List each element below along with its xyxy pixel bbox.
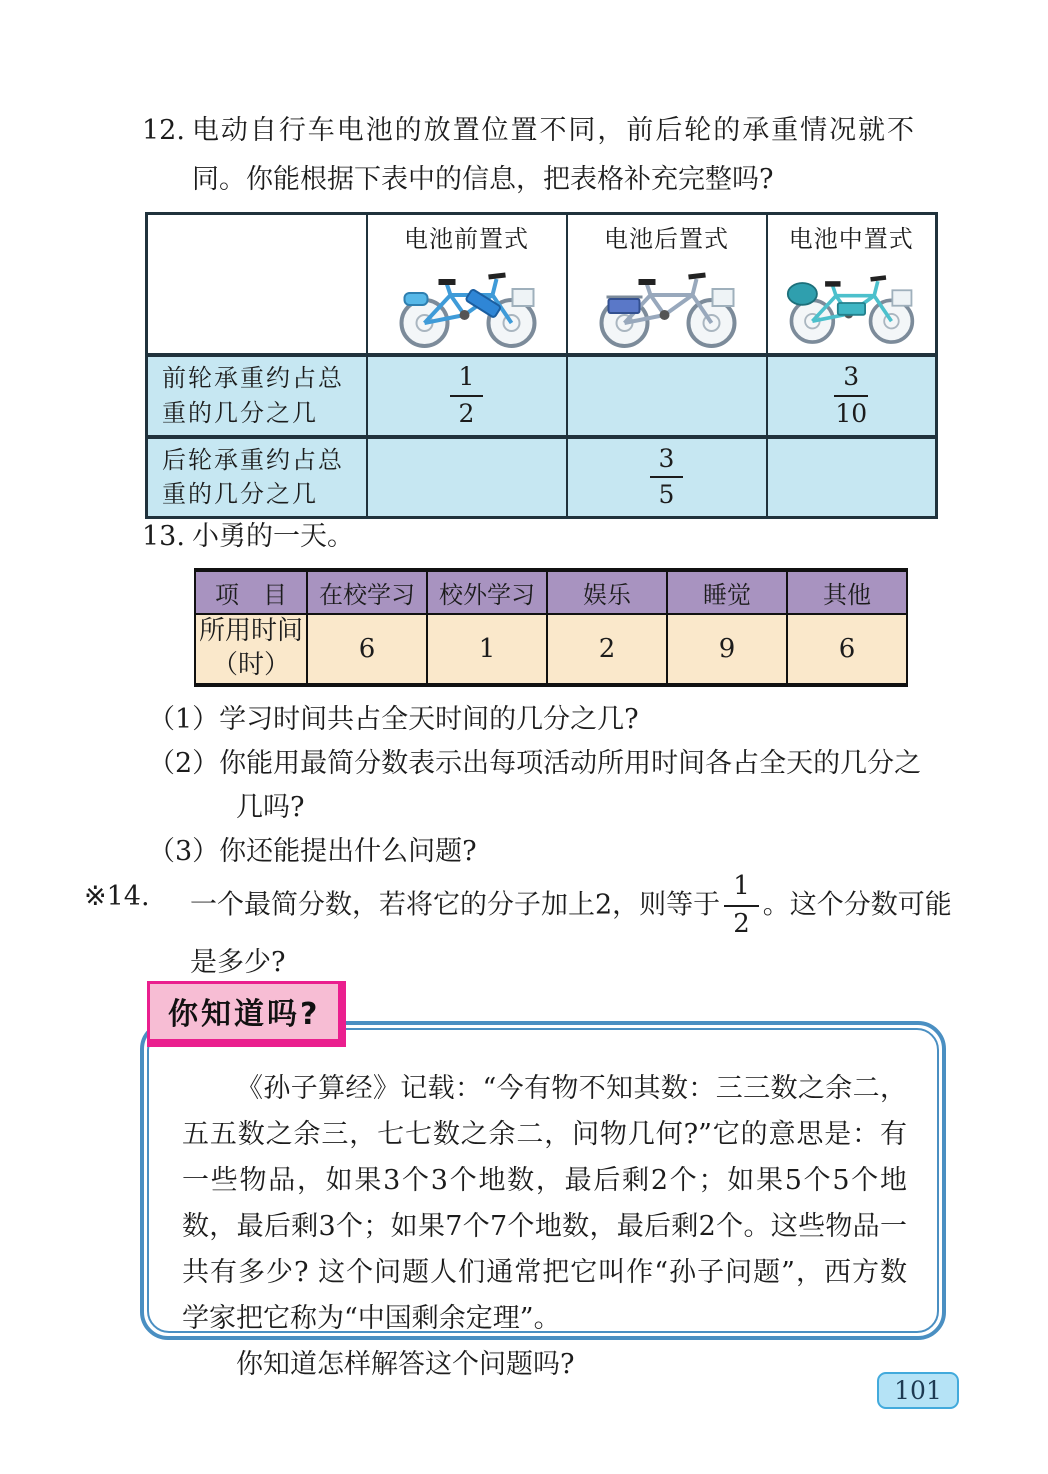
header-outside-study: 校外学习 (427, 570, 547, 614)
rear-wheel-row-label: 后轮承重约占总重的几分之几 (147, 437, 367, 518)
table1-col-front-battery (367, 214, 567, 356)
hours-other: 6 (787, 614, 907, 685)
rear-weight-front-battery-cell (367, 437, 567, 518)
header-entertainment: 娱乐 (547, 570, 667, 614)
hours-sleep: 9 (667, 614, 787, 685)
table1-col-rear-label: 电池后置式 (604, 225, 729, 253)
table1-col-middle-battery (767, 214, 937, 356)
rear-weight-middle-battery-cell (767, 437, 937, 518)
hours-entertainment: 2 (547, 614, 667, 685)
fraction-three-fifths: $\frac{3}{5}$ (650, 445, 684, 511)
battery-position-table (145, 212, 938, 519)
question-13 (142, 512, 742, 561)
daily-table-hours-row (195, 614, 907, 685)
page-number-badge: 101 (877, 1372, 959, 1409)
hours-outside-study: 1 (427, 614, 547, 685)
know-box-paragraph-2: 你知道怎样解答这个问题吗? (236, 1349, 575, 1380)
table1-col-middle-label: 电池中置式 (788, 225, 914, 253)
header-other: 其他 (787, 570, 907, 614)
hours-school-study: 6 (307, 614, 427, 685)
table1-col-front-label: 电池前置式 (404, 225, 529, 253)
table1-col-rear-battery (567, 214, 767, 356)
rear-weight-rear-battery-cell (567, 437, 767, 518)
bike-rear-battery-image (583, 255, 751, 351)
question-12-number: 12. (142, 115, 185, 146)
bike-middle-battery-image (776, 255, 926, 351)
question-13-subquestions (148, 698, 930, 874)
question-14-text: 一个最简分数，若将它的分子加上2，则等于 $\frac{1}{2}$ 。这个分数可能是多少? (190, 871, 952, 978)
question-14-number: ※14. (84, 881, 150, 912)
subquestion-3: （3）你还能提出什么问题? (148, 836, 477, 867)
fraction-one-half-inline: $\frac{1}{2}$ (724, 872, 759, 940)
header-item: 项 目 (195, 570, 307, 614)
table1-corner-cell (147, 214, 367, 356)
know-box-paragraph-1: 《孙子算经》记载：“今有物不知其数：三三数之余二，五五数之余三，七七数之余二，问物几何?”它的意思是：有一些物品，如果3个3个地数，最后剩2个；如果5个5个地数，最后剩3个；如果7个7个地数，最后剩2个。这些物品一共有多少? 这个问题人们通常把它叫作“孙子问题”，西方数学家把它称为“中国剩余定理”。 (182, 1073, 907, 1334)
subquestion-1: （1）学习时间共占全天时间的几分之几? (148, 704, 639, 735)
know-box-inner-border (147, 1028, 939, 1380)
daily-table-header-row (195, 570, 907, 614)
bike-front-battery-image (383, 255, 551, 351)
know-box-title: 你知道吗? (147, 981, 346, 1047)
question-12-text: 电动自行车电池的放置位置不同，前后轮的承重情况就不同。你能根据下表中的信息，把表格补充完整吗? (191, 115, 914, 195)
table1-header-row (147, 214, 937, 356)
daily-schedule-table (194, 568, 908, 687)
front-weight-front-battery-cell (367, 355, 567, 437)
question-14 (84, 872, 956, 986)
header-sleep: 睡觉 (667, 570, 787, 614)
front-wheel-weight-row (147, 355, 937, 437)
front-weight-rear-battery-cell (567, 355, 767, 437)
header-school-study: 在校学习 (307, 570, 427, 614)
know-box (140, 1021, 946, 1380)
subquestion-2: （2）你能用最简分数表示出每项活动所用时间各占全天的几分之几吗? (148, 748, 922, 823)
front-weight-middle-battery-cell (767, 355, 937, 437)
rear-wheel-weight-row (147, 437, 937, 518)
front-wheel-row-label: 前轮承重约占总重的几分之几 (147, 355, 367, 437)
question-13-number: 13. (142, 521, 185, 552)
question-12 (142, 106, 914, 204)
question-13-text: 小勇的一天。 (191, 521, 354, 552)
fraction-one-half: $\frac{1}{2}$ (450, 363, 484, 429)
fraction-three-tenths: $\frac{3}{10}$ (835, 362, 868, 428)
hours-row-label: 所用时间 （时） (195, 614, 307, 685)
